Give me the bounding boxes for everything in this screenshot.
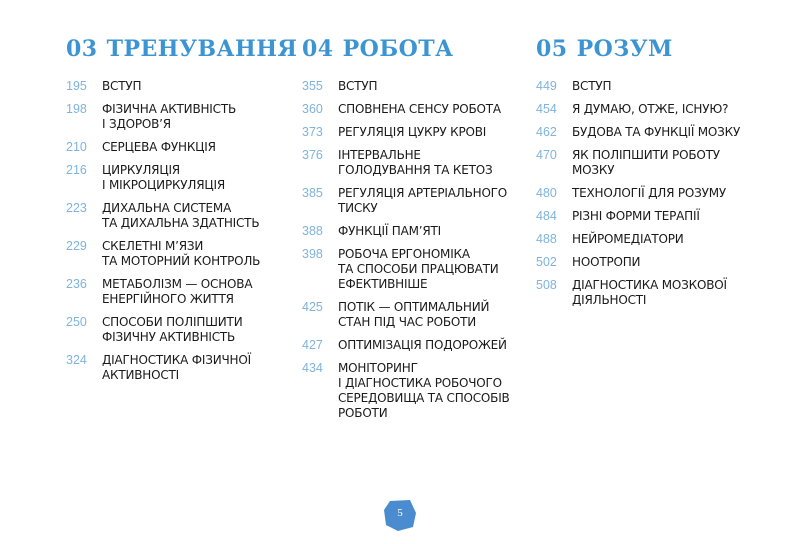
page-number: 427: [302, 338, 323, 352]
toc-list: [66, 79, 296, 383]
entry-title: ВСТУП: [102, 79, 142, 93]
toc-entry[interactable]: [536, 255, 766, 270]
toc-entry[interactable]: [66, 201, 296, 231]
entry-title: ЦИРКУЛЯЦІЯ І МІКРОЦИРКУЛЯЦІЯ: [102, 163, 225, 192]
page-number: 195: [66, 79, 87, 93]
entry-title: ДІАГНОСТИКА МОЗКОВОЇ ДІЯЛЬНОСТІ: [572, 278, 727, 307]
toc-entry[interactable]: [302, 125, 532, 140]
page-number: 236: [66, 277, 87, 291]
page-number: 425: [302, 300, 323, 314]
entry-title: НООТРОПИ: [572, 255, 641, 269]
entry-title: РІЗНІ ФОРМИ ТЕРАПІЇ: [572, 209, 700, 223]
toc-entry[interactable]: [536, 278, 766, 308]
page-number: 470: [536, 148, 557, 162]
page-number: 229: [66, 239, 87, 253]
entry-title: СПОВНЕНА СЕНСУ РОБОТА: [338, 102, 501, 116]
entry-title: ОПТИМІЗАЦІЯ ПОДОРОЖЕЙ: [338, 338, 507, 352]
entry-title: ДІАГНОСТИКА ФІЗИЧНОЇ АКТИВНОСТІ: [102, 353, 251, 382]
entry-title: ВСТУП: [338, 79, 378, 93]
toc-entry[interactable]: [302, 148, 532, 178]
footer-page-number: 5: [397, 507, 403, 519]
toc-list: [302, 79, 532, 421]
entry-title: ДИХАЛЬНА СИСТЕМА ТА ДИХАЛЬНА ЗДАТНІСТЬ: [102, 201, 260, 230]
toc-entry[interactable]: [536, 232, 766, 247]
page-number: 454: [536, 102, 557, 116]
page-number: 484: [536, 209, 557, 223]
toc-entry[interactable]: [66, 353, 296, 383]
toc-entry[interactable]: [536, 102, 766, 117]
entry-title: ФІЗИЧНА АКТИВНІСТЬ І ЗДОРОВ’Я: [102, 102, 236, 131]
toc-entry[interactable]: [66, 140, 296, 155]
toc-entry[interactable]: [66, 79, 296, 94]
entry-title: БУДОВА ТА ФУНКЦІЇ МОЗКУ: [572, 125, 741, 139]
section-heading: [536, 34, 766, 64]
page-number-badge: [383, 498, 417, 532]
page-number: 360: [302, 102, 323, 116]
page-number: 324: [66, 353, 87, 367]
page-number: 223: [66, 201, 87, 215]
page-number: 434: [302, 361, 323, 375]
toc-entry[interactable]: [302, 361, 532, 421]
toc-entry[interactable]: [536, 125, 766, 140]
toc-entry[interactable]: [302, 102, 532, 117]
page-number: 376: [302, 148, 323, 162]
page-number: 198: [66, 102, 87, 116]
page-number: 388: [302, 224, 323, 238]
entry-title: ВСТУП: [572, 79, 612, 93]
entry-title: РЕГУЛЯЦІЯ АРТЕРІАЛЬНОГО ТИСКУ: [338, 186, 508, 215]
toc-entry[interactable]: [66, 163, 296, 193]
toc-entry[interactable]: [536, 186, 766, 201]
entry-title: РЕГУЛЯЦІЯ ЦУКРУ КРОВІ: [338, 125, 487, 139]
section-heading: [302, 34, 532, 64]
entry-title: Я ДУМАЮ, ОТЖЕ, ІСНУЮ?: [572, 102, 729, 116]
page-number: 502: [536, 255, 557, 269]
section-work: [302, 34, 532, 429]
page-number: 355: [302, 79, 323, 93]
section-title: РОЗУМ: [576, 36, 673, 62]
page-number: 449: [536, 79, 557, 93]
page-number: 508: [536, 278, 557, 292]
toc-entry[interactable]: [66, 315, 296, 345]
page-number: 480: [536, 186, 557, 200]
toc-entry[interactable]: [302, 224, 532, 239]
toc-entry[interactable]: [302, 79, 532, 94]
section-title: ТРЕНУВАННЯ: [106, 36, 298, 62]
entry-title: МОНІТОРИНГ І ДІАГНОСТИКА РОБОЧОГО СЕРЕДОВИЩА ТА СПОСОБІВ РОБОТИ: [338, 361, 510, 420]
section-title: РОБОТА: [342, 36, 454, 62]
page-number: 373: [302, 125, 323, 139]
toc-entry[interactable]: [66, 102, 296, 132]
section-number: 03: [66, 36, 98, 62]
section-training: [66, 34, 296, 391]
page-number: 385: [302, 186, 323, 200]
page-number: 488: [536, 232, 557, 246]
entry-title: НЕЙРОМЕДІАТОРИ: [572, 232, 684, 246]
toc-entry[interactable]: [302, 300, 532, 330]
page-number: 398: [302, 247, 323, 261]
page-number: 250: [66, 315, 87, 329]
entry-title: ТЕХНОЛОГІЇ ДЛЯ РОЗУМУ: [572, 186, 726, 200]
entry-title: ПОТІК — ОПТИМАЛЬНИЙ СТАН ПІД ЧАС РОБОТИ: [338, 300, 490, 329]
toc-entry[interactable]: [302, 338, 532, 353]
entry-title: СЕРЦЕВА ФУНКЦІЯ: [102, 140, 216, 154]
toc-entry[interactable]: [66, 277, 296, 307]
section-number: 04: [302, 36, 334, 62]
entry-title: СПОСОБИ ПОЛІПШИТИ ФІЗИЧНУ АКТИВНІСТЬ: [102, 315, 243, 344]
entry-title: РОБОЧА ЕРГОНОМІКА ТА СПОСОБИ ПРАЦЮВАТИ ЕФЕКТИВНІШЕ: [338, 247, 499, 291]
toc-entry[interactable]: [536, 79, 766, 94]
section-number: 05: [536, 36, 568, 62]
toc-entry[interactable]: [302, 247, 532, 292]
entry-title: ФУНКЦІЇ ПАМ’ЯТІ: [338, 224, 442, 238]
page-number: 210: [66, 140, 87, 154]
section-heading: [66, 34, 296, 64]
toc-entry[interactable]: [66, 239, 296, 269]
toc-entry[interactable]: [302, 186, 532, 216]
page-number: 216: [66, 163, 87, 177]
entry-title: ЯК ПОЛІПШИТИ РОБОТУ МОЗКУ: [572, 148, 720, 177]
entry-title: МЕТАБОЛІЗМ — ОСНОВА ЕНЕРГІЙНОГО ЖИТТЯ: [102, 277, 253, 306]
section-mind: [536, 34, 766, 316]
entry-title: СКЕЛЕТНІ М’ЯЗИ ТА МОТОРНИЙ КОНТРОЛЬ: [102, 239, 261, 268]
page-number: 462: [536, 125, 557, 139]
toc-entry[interactable]: [536, 209, 766, 224]
entry-title: ІНТЕРВАЛЬНЕ ГОЛОДУВАННЯ ТА КЕТОЗ: [338, 148, 493, 177]
toc-list: [536, 79, 766, 308]
toc-entry[interactable]: [536, 148, 766, 178]
